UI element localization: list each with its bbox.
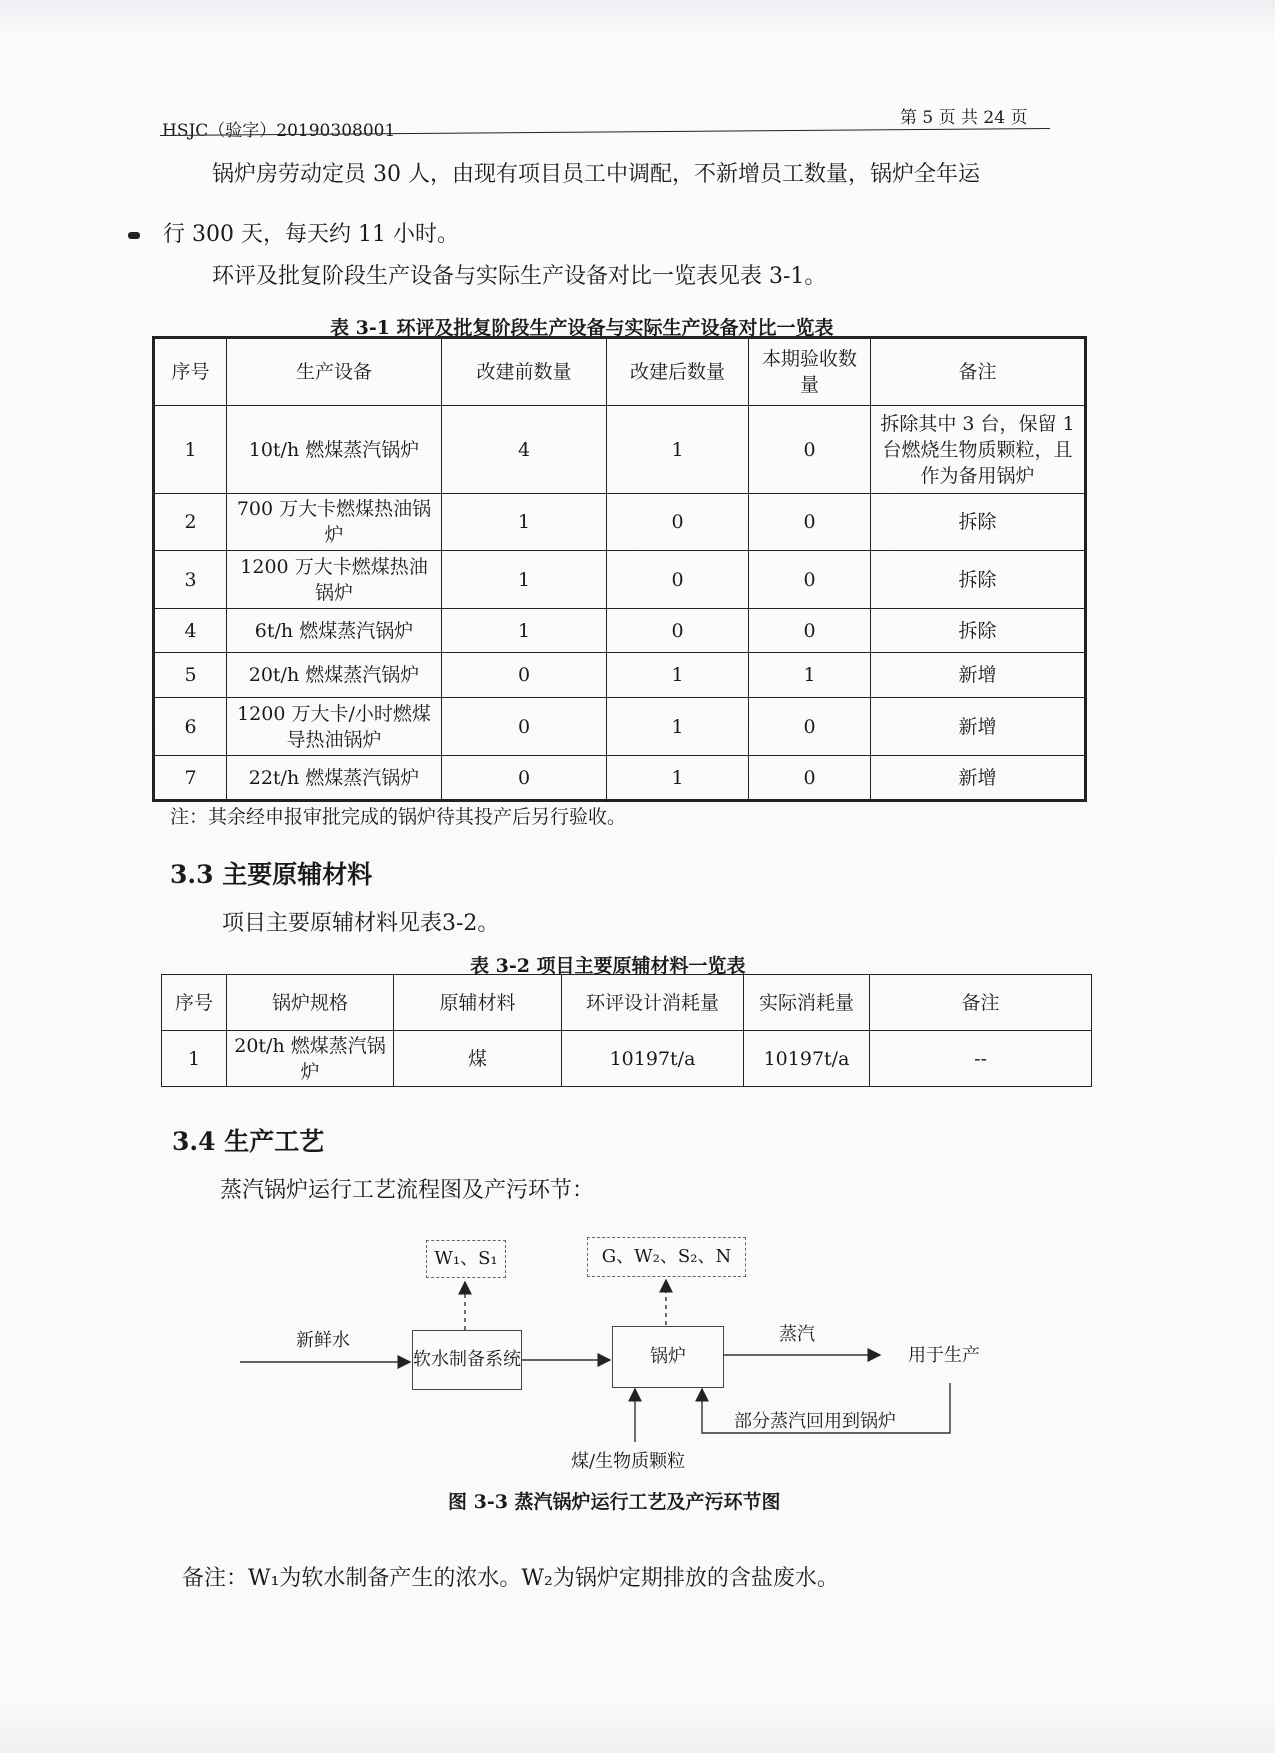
boiler-emissions-box: G、W₂、S₂、N bbox=[587, 1237, 746, 1277]
table-cell: 20t/h 燃煤蒸汽锅炉 bbox=[227, 1031, 394, 1087]
table1-header-cell: 备注 bbox=[871, 338, 1086, 406]
production-use-label: 用于生产 bbox=[908, 1345, 980, 1366]
table-cell: 2 bbox=[154, 494, 227, 551]
table-cell: 拆除其中 3 台，保留 1 台燃烧生物质颗粒，且作为备用锅炉 bbox=[871, 406, 1086, 494]
table-cell: 0 bbox=[607, 494, 749, 551]
steam-label: 蒸汽 bbox=[779, 1324, 815, 1345]
table-cell: 0 bbox=[749, 551, 871, 609]
table-cell: 0 bbox=[442, 698, 607, 756]
table-cell: 5 bbox=[154, 653, 227, 698]
table-cell: 0 bbox=[607, 551, 749, 609]
boiler-box: 锅炉 bbox=[612, 1326, 724, 1388]
table-cell: 1 bbox=[607, 406, 749, 494]
table-cell: 4 bbox=[442, 406, 607, 494]
table-cell: 4 bbox=[154, 609, 227, 653]
table2-header-cell: 实际消耗量 bbox=[744, 975, 870, 1031]
table-cell: 0 bbox=[749, 698, 871, 756]
table-cell: 10197t/a bbox=[562, 1031, 744, 1087]
table2-header-cell: 环评设计消耗量 bbox=[562, 975, 744, 1031]
table-cell: 0 bbox=[749, 406, 871, 494]
section-3-3-heading: 3.3 主要原辅材料 bbox=[170, 860, 373, 889]
table-cell: 6t/h 燃煤蒸汽锅炉 bbox=[227, 609, 442, 653]
remark-text: 备注：W₁为软水制备产生的浓水。W₂为锅炉定期排放的含盐废水。 bbox=[182, 1566, 839, 1591]
softener-emissions-box: W₁、S₁ bbox=[426, 1240, 506, 1278]
steam-return-label: 部分蒸汽回用到锅炉 bbox=[734, 1411, 896, 1432]
table-cell: 拆除 bbox=[871, 494, 1086, 551]
table-cell: 10t/h 燃煤蒸汽锅炉 bbox=[227, 406, 442, 494]
table1-note: 注：其余经申报审批完成的锅炉待其投产后另行验收。 bbox=[170, 806, 627, 828]
table2-header-cell: 锅炉规格 bbox=[227, 975, 394, 1031]
table-cell: 0 bbox=[442, 756, 607, 801]
table-cell: 1 bbox=[154, 406, 227, 494]
table-cell: 6 bbox=[154, 698, 227, 756]
document-code: HSJC（验字）20190308001 bbox=[162, 121, 396, 141]
table-cell: 3 bbox=[154, 551, 227, 609]
table1-header-cell: 序号 bbox=[154, 338, 227, 406]
table2-caption: 表 3-2 项目主要原辅材料一览表 bbox=[470, 955, 746, 977]
section-3-4-heading: 3.4 生产工艺 bbox=[172, 1127, 325, 1156]
table-cell: 1 bbox=[442, 494, 607, 551]
table2-header-cell: 序号 bbox=[162, 975, 227, 1031]
table-cell: 拆除 bbox=[871, 551, 1086, 609]
table1-header-cell: 改建后数量 bbox=[607, 338, 749, 406]
table-cell: 新增 bbox=[871, 698, 1086, 756]
table-cell: 20t/h 燃煤蒸汽锅炉 bbox=[227, 653, 442, 698]
table1-header-cell: 改建前数量 bbox=[442, 338, 607, 406]
table2-header-cell: 原辅材料 bbox=[394, 975, 562, 1031]
fresh-water-label: 新鲜水 bbox=[296, 1330, 350, 1351]
table1-header-cell: 生产设备 bbox=[227, 338, 442, 406]
table-cell: 新增 bbox=[871, 653, 1086, 698]
section-3-3-text: 项目主要原辅材料见表3-2。 bbox=[222, 911, 500, 936]
figure-caption: 图 3-3 蒸汽锅炉运行工艺及产污环节图 bbox=[448, 1491, 781, 1513]
table-cell: 700 万大卡燃煤热油锅炉 bbox=[227, 494, 442, 551]
table1-caption: 表 3-1 环评及批复阶段生产设备与实际生产设备对比一览表 bbox=[330, 317, 834, 339]
table-cell: 1 bbox=[607, 698, 749, 756]
intro-line-2: 行 300 天，每天约 11 小时。 bbox=[163, 222, 459, 247]
fuel-label: 煤/生物质颗粒 bbox=[571, 1451, 686, 1472]
table-cell: 1 bbox=[607, 756, 749, 801]
table-cell: 1 bbox=[607, 653, 749, 698]
table-cell: 拆除 bbox=[871, 609, 1086, 653]
table-cell: 0 bbox=[749, 756, 871, 801]
table-cell: 1200 万大卡燃煤热油锅炉 bbox=[227, 551, 442, 609]
page-number: 第 5 页 共 24 页 bbox=[900, 108, 1028, 128]
table-cell: 新增 bbox=[871, 756, 1086, 801]
table-cell: 煤 bbox=[394, 1031, 562, 1087]
table-cell: 1 bbox=[162, 1031, 227, 1087]
intro-line-1: 锅炉房劳动定员 30 人，由现有项目员工中调配，不新增员工数量，锅炉全年运 bbox=[212, 162, 980, 187]
table-cell: 0 bbox=[749, 494, 871, 551]
table-cell: 0 bbox=[442, 653, 607, 698]
table-cell: 7 bbox=[154, 756, 227, 801]
table-cell: 0 bbox=[749, 609, 871, 653]
table2-header-cell: 备注 bbox=[870, 975, 1092, 1031]
table-cell: 1 bbox=[749, 653, 871, 698]
intro-line-3: 环评及批复阶段生产设备与实际生产设备对比一览表见表 3-1。 bbox=[212, 264, 827, 289]
table-cell: 10197t/a bbox=[744, 1031, 870, 1087]
table-cell: 1200 万大卡/小时燃煤导热油锅炉 bbox=[227, 698, 442, 756]
table-cell: 22t/h 燃煤蒸汽锅炉 bbox=[227, 756, 442, 801]
table-cell: 1 bbox=[442, 609, 607, 653]
table-cell: -- bbox=[870, 1031, 1092, 1087]
table1-header-cell: 本期验收数量 bbox=[749, 338, 871, 406]
table-cell: 1 bbox=[442, 551, 607, 609]
section-3-4-text: 蒸汽锅炉运行工艺流程图及产污环节： bbox=[220, 1178, 595, 1203]
table-cell: 0 bbox=[607, 609, 749, 653]
softener-system-box: 软水制备系统 bbox=[412, 1330, 522, 1390]
